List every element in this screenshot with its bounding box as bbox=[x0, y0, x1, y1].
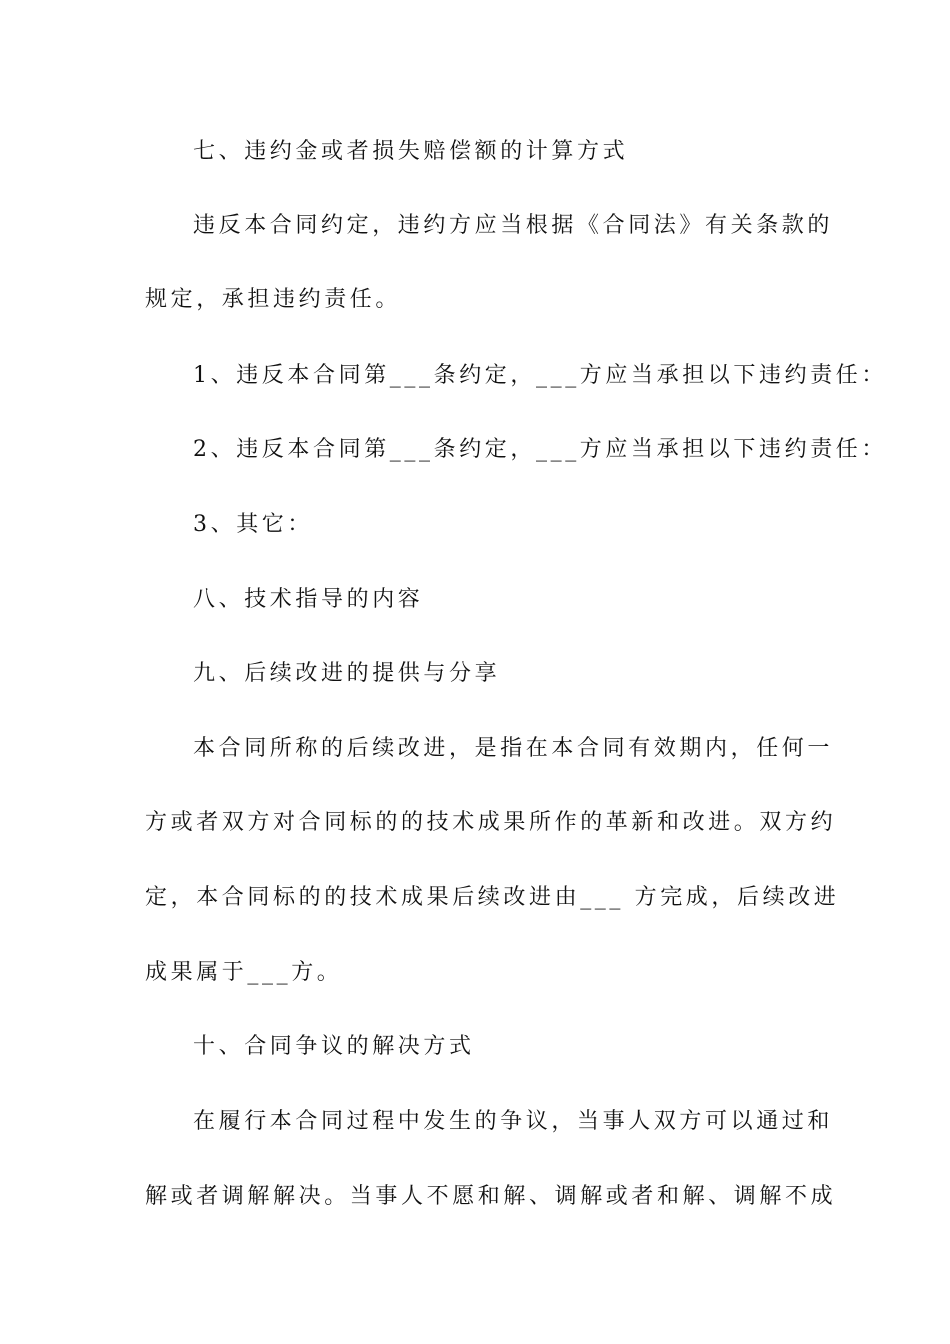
paragraph-line: 本合同所称的后续改进，是指在本合同有效期内，任何一 bbox=[193, 736, 834, 761]
section-heading-9: 九、后续改进的提供与分享 bbox=[193, 661, 501, 686]
paragraph-line: 在履行本合同过程中发生的争议，当事人双方可以通过和 bbox=[193, 1109, 834, 1134]
section-heading-10: 十、合同争议的解决方式 bbox=[193, 1034, 475, 1059]
paragraph-line: 方或者双方对合同标的的技术成果所作的革新和改进。双方约 bbox=[145, 810, 837, 835]
paragraph-line: 违反本合同约定，违约方应当根据《合同法》有关条款的 bbox=[193, 213, 834, 238]
paragraph-line: 成果属于___方。 bbox=[145, 960, 343, 985]
paragraph-line: 解或者调解解决。当事人不愿和解、调解或者和解、调解不成 bbox=[145, 1184, 837, 1209]
section-heading-7: 七、违约金或者损失赔偿额的计算方式 bbox=[193, 139, 629, 164]
paragraph-line: 规定，承担违约责任。 bbox=[145, 287, 402, 312]
section-heading-8: 八、技术指导的内容 bbox=[193, 587, 424, 612]
paragraph-line: 定，本合同标的的技术成果后续改进由___ 方完成，后续改进 bbox=[145, 885, 840, 910]
clause-item-3: 3、其它： bbox=[193, 512, 313, 537]
clause-item-1: 1、违反本合同第___条约定，___方应当承担以下违约责任： bbox=[193, 363, 887, 388]
clause-item-2: 2、违反本合同第___条约定，___方应当承担以下违约责任： bbox=[193, 437, 887, 462]
